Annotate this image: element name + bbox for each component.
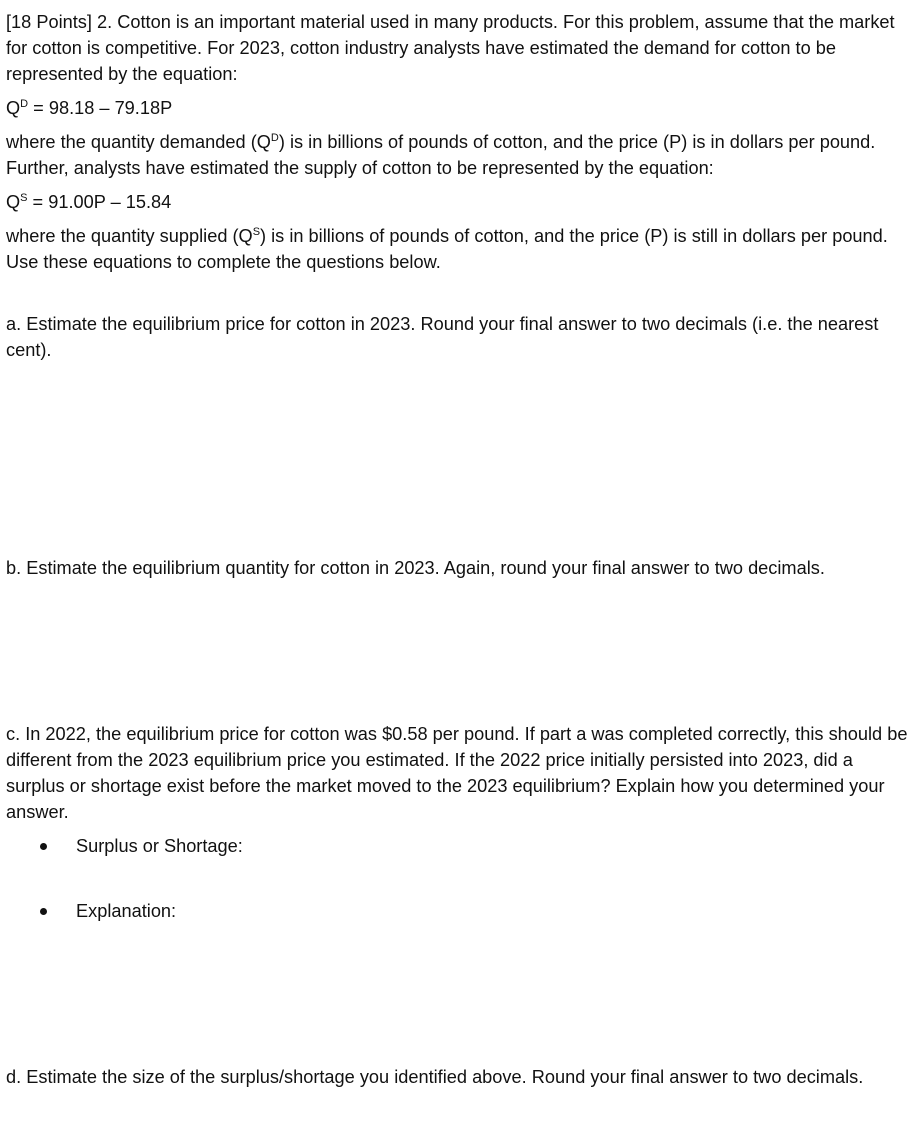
supply-equation [6, 189, 910, 215]
question-header: [18 Points] 2. [6, 12, 113, 32]
demand-q-symbol: Q [6, 98, 21, 118]
question-intro [6, 9, 910, 87]
demand-explanation [6, 129, 910, 181]
answer-space-c [6, 924, 910, 1064]
supply-q-symbol: Q [6, 192, 21, 212]
worksheet-page [6, 9, 910, 1090]
part-c-bullet-list [6, 833, 910, 924]
demand-note-start: where the quantity demanded (Q [6, 132, 271, 152]
supply-note-end: ) is in billions of pounds of cotton, and the price (P) is still in dollars per pound. Use these equations to complete the questions below. [6, 226, 888, 272]
demand-equation-rhs: = 98.18 – 79.18P [28, 98, 173, 118]
bullet-dot-icon [40, 843, 47, 850]
bullet-label: Surplus or Shortage: [76, 836, 243, 856]
bullet-explanation [40, 898, 910, 924]
part-c-prompt: c. In 2022, the equilibrium price for cotton was $0.58 per pound. If part a was completed correctly, this should be different from the 2023 equilibrium price you estimated. If the 2022 price initially persisted into 2023, did a surplus or shortage exist before the market moved to the 2023 equilibrium? Explain how you determined your answer. [6, 724, 908, 822]
demand-note-end: ) is in billions of pounds of cotton, and the price (P) is in dollars per pound. Further, analysts have estimated the supply of cotton to be represented by the equation: [6, 132, 876, 178]
answer-space-b [6, 581, 910, 721]
bullet-dot-icon [40, 908, 47, 915]
supply-note-start: where the quantity supplied (Q [6, 226, 253, 246]
bullet-label: Explanation: [76, 901, 177, 921]
spacer [6, 275, 910, 311]
part-b-prompt: b. Estimate the equilibrium quantity for cotton in 2023. Again, round your final answer to two decimals. [6, 558, 825, 578]
bullet-surplus-or-shortage [40, 833, 910, 859]
supply-explanation [6, 223, 910, 275]
demand-equation [6, 95, 910, 121]
supply-note-superscript: S [252, 226, 261, 238]
question-intro-text: Cotton is an important material used in many products. For this problem, assume that the market for cotton is competitive. For 2023, cotton industry analysts have estimated the demand for cotton to be represented by the equation: [6, 12, 895, 84]
demand-note-superscript: D [270, 132, 279, 144]
part-a-prompt: a. Estimate the equilibrium price for cotton in 2023. Round your final answer to two decimals (i.e. the nearest cent). [6, 314, 879, 360]
demand-superscript: D [20, 98, 29, 110]
supply-equation-rhs: = 91.00P – 15.84 [27, 192, 172, 212]
answer-space-a [6, 363, 910, 555]
supply-superscript: S [20, 192, 28, 204]
part-d-prompt: d. Estimate the size of the surplus/shortage you identified above. Round your final answer to two decimals. [6, 1067, 864, 1087]
